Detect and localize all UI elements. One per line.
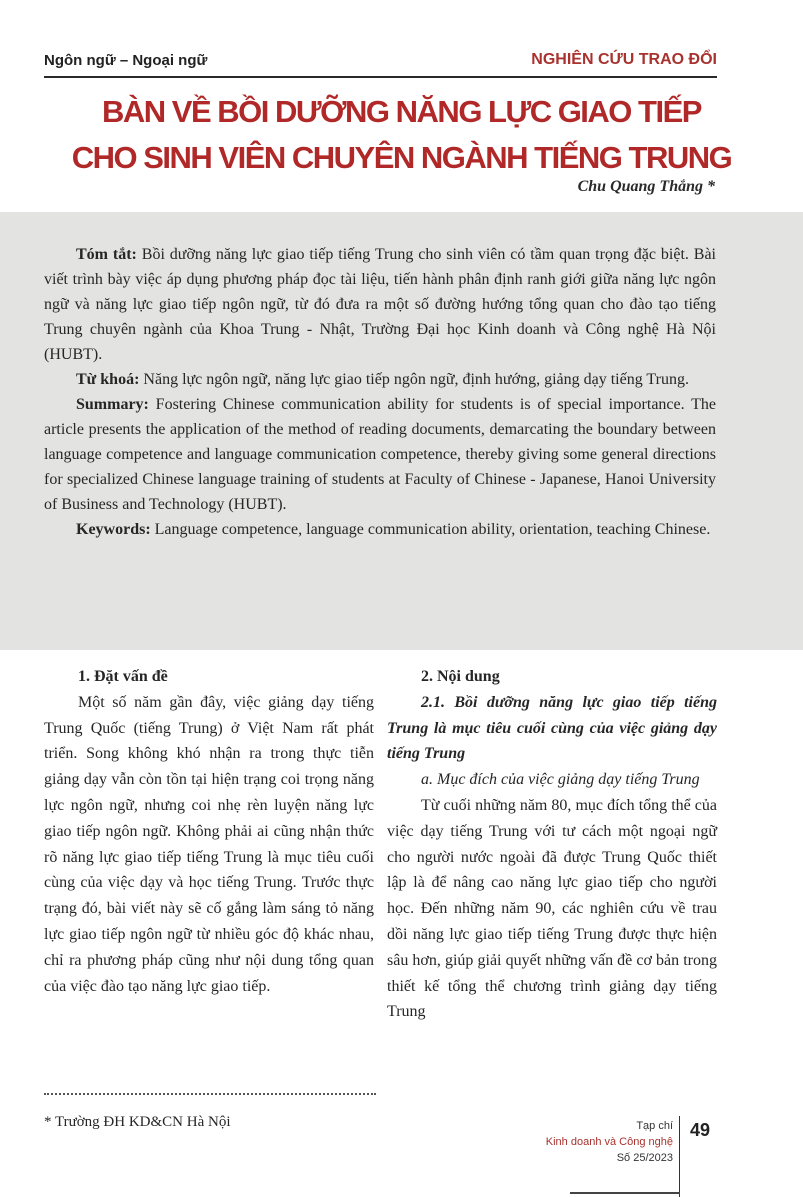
journal-issue: Số 25/2023	[616, 1152, 673, 1164]
abstract-box	[0, 212, 803, 650]
section-label: Ngôn ngữ – Ngoại ngữ	[44, 52, 208, 69]
subsection-heading: 2.1. Bồi dưỡng năng lực giao tiếp tiếng Trung là mục tiêu cuối cùng của việc giảng dạy tiếng Trung	[387, 693, 717, 763]
footer-rule	[570, 1192, 680, 1194]
keywords-vi-text: Năng lực ngôn ngữ, năng lực giao tiếp ngôn ngữ, định hướng, giảng dạy tiếng Trung.	[139, 371, 689, 388]
left-column	[44, 664, 374, 999]
summary-vi-text: Bồi dưỡng năng lực giao tiếp tiếng Trung cho sinh viên có tầm quan trọng đặc biệt. Bài viết trình bày việc áp dụng phương pháp đọc tài liệu, tiến hành phân định ranh giới giữa năng lực ngôn ngữ và năng lực giao tiếp ngôn ngữ, từ đó đưa ra một số đường hướng tổng quan cho đào tạo tiếng Trung chuyên ngành của Khoa Trung - Nhật, Trường Đại học Kinh doanh và Công nghệ Hà Nội (HUBT).	[44, 246, 717, 363]
keywords-en	[44, 517, 716, 542]
keywords-vi	[44, 367, 716, 392]
subsubsection-heading: a. Mục đích của việc giảng dạy tiếng Trung	[421, 771, 700, 789]
keywords-en-label: Keywords:	[76, 521, 151, 538]
summary-en-label: Summary:	[76, 396, 149, 413]
keywords-vi-label: Từ khoá:	[76, 371, 140, 388]
author-name: Chu Quang Thắng *	[577, 178, 715, 195]
footnote: * Trường ĐH KD&CN Hà Nội	[44, 1114, 231, 1130]
category-label: NGHIÊN CỨU TRAO ĐỔI	[531, 51, 717, 68]
article-title-line-1: BÀN VỀ BỒI DƯỠNG NĂNG LỰC GIAO TIẾP	[102, 94, 701, 129]
keywords-en-text: Language competence, language communication ability, orientation, teaching Chinese.	[150, 521, 711, 538]
footer-divider	[679, 1116, 680, 1197]
journal-info	[546, 1118, 673, 1166]
summary-en	[44, 392, 716, 517]
header-divider	[44, 76, 717, 78]
journal-line-1: Tạp chí	[636, 1120, 673, 1132]
summary-vi	[44, 242, 716, 367]
summary-en-text: Fostering Chinese communication ability for students is of special importance. The article presents the application of the method of reading documents, demarcating the boundary between language competence and language communication competence, thereby giving some general directions for specialized Chinese language training of students at Faculty of Chinese - Japanese, Hanoi University of Business and Technology (HUBT).	[44, 396, 716, 513]
section-heading-2: 2. Nội dung	[421, 668, 500, 685]
footnote-divider	[44, 1093, 376, 1095]
right-column	[387, 664, 717, 1025]
journal-name: Kinh doanh và Công nghệ	[545, 1136, 673, 1148]
page-number: 49	[690, 1120, 711, 1140]
abstract	[44, 242, 716, 542]
intro-paragraph: Một số năm gần đây, việc giảng dạy tiếng Trung Quốc (tiếng Trung) ở Việt Nam rất phát triển. Song không khó nhận ra trong thực tiễn giảng dạy vẫn còn tồn tại hiện trạng coi trọng năng lực ngôn ngữ, nhưng coi nhẹ rèn luyện năng lực giao tiếp ngôn ngữ. Không phải ai cũng nhận thức rõ năng lực giao tiếp tiếng Trung là mục tiêu cuối cùng của việc dạy và học tiếng Trung. Trước thực trạng đó, bài viết này sẽ cố gắng làm sáng tỏ năng lực giao tiếp ngôn ngữ từ nhiều góc độ khác nhau, chỉ ra phương pháp cũng như nội dung tổng quan của việc đào tạo năng lực giao tiếp.	[44, 693, 374, 995]
content-paragraph: Từ cuối những năm 80, mục đích tổng thể của việc dạy tiếng Trung với tư cách một ngoại ngữ cho người nước ngoài đã được Trung Quốc thiết lập là để nâng cao năng lực giao tiếp cho người học. Đến những năm 90, các nghiên cứu về trau dồi năng lực giao tiếp tiếng Trung được thực hiện sâu hơn, giúp giải quyết những vấn đề cơ bản trong thiết kế tổng thể chương trình giảng dạy tiếng Trung	[387, 796, 717, 1021]
summary-vi-label: Tóm tắt:	[76, 246, 137, 263]
section-heading-1: 1. Đặt vấn đề	[78, 668, 168, 685]
article-title-line-2: CHO SINH VIÊN CHUYÊN NGÀNH TIẾNG TRUNG	[71, 140, 732, 175]
